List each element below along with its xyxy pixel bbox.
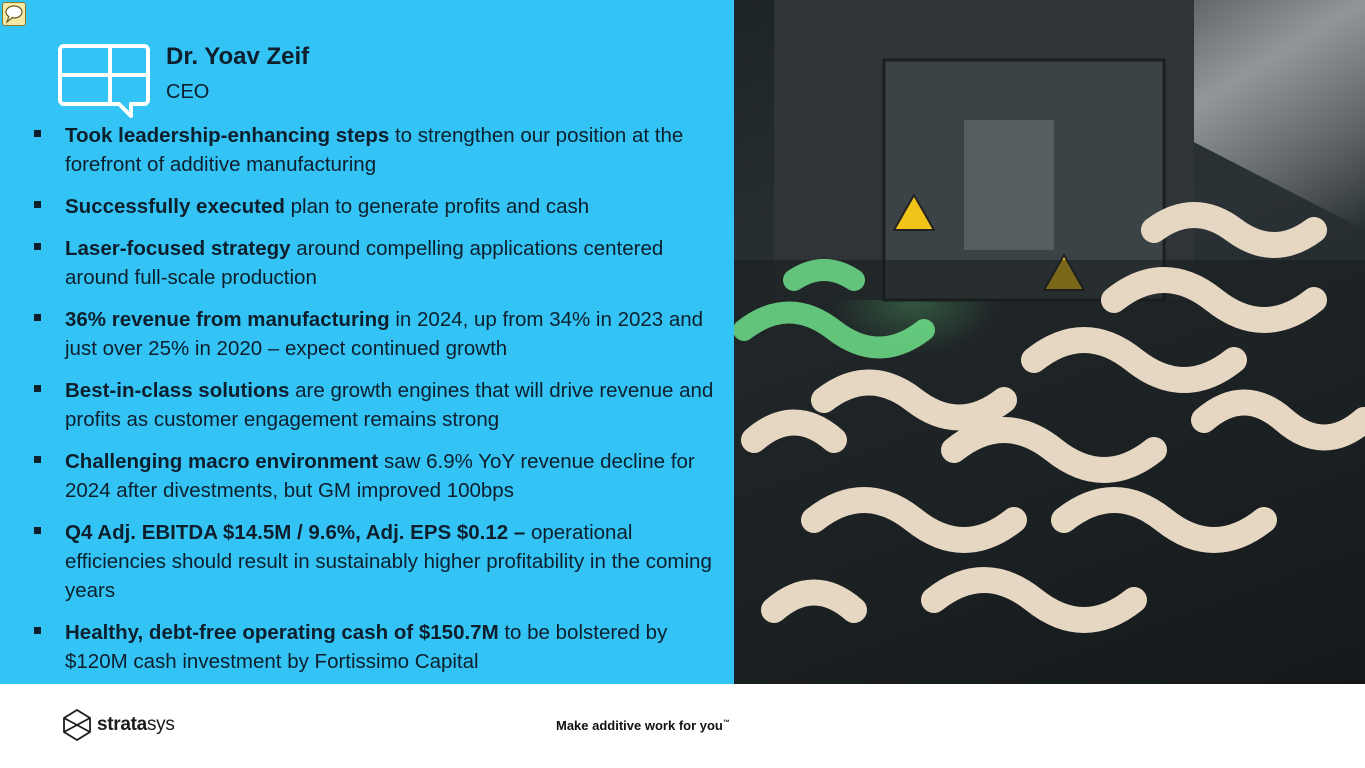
trademark-mark: ™ bbox=[722, 719, 730, 727]
bullet-item bbox=[34, 376, 714, 434]
bullet-item bbox=[34, 234, 714, 292]
bullet-item bbox=[34, 447, 714, 505]
speech-bubble-icon bbox=[58, 43, 150, 124]
bullet-square bbox=[34, 456, 41, 463]
bullet-text: operational efficiencies should result in sustainably higher profitability in the coming years bbox=[65, 521, 712, 602]
bullet-text: to strengthen our position at the forefront of additive manufacturing bbox=[65, 124, 684, 176]
bullet-square bbox=[34, 130, 41, 137]
footer-tagline bbox=[556, 718, 730, 733]
bullet-emphasis: 36% revenue from manufacturing bbox=[65, 308, 390, 331]
speaker-name: Dr. Yoav Zeif bbox=[166, 43, 310, 70]
bullet-text: are growth engines that will drive revenue and profits as customer engagement remains strong bbox=[65, 379, 714, 431]
bullet-text: saw 6.9% YoY revenue decline for 2024 after divestments, but GM improved 100bps bbox=[65, 450, 695, 502]
comment-glyph bbox=[3, 3, 25, 25]
bullet-emphasis: Laser-focused strategy bbox=[65, 237, 291, 260]
bullet-emphasis: Best-in-class solutions bbox=[65, 379, 290, 402]
logo-wordmark-rest: sys bbox=[146, 714, 175, 735]
bullet-emphasis: Took leadership-enhancing steps bbox=[65, 124, 390, 147]
bullet-text: in 2024, up from 34% in 2023 and just over 25% in 2020 – expect continued growth bbox=[65, 308, 704, 360]
tagline-text: Make additive work for you bbox=[556, 718, 723, 733]
bullet-square bbox=[34, 527, 41, 534]
bullet-item bbox=[34, 192, 714, 221]
bullet-square bbox=[34, 201, 41, 208]
stratasys-logo[interactable] bbox=[63, 709, 175, 741]
dental-3d-printing-photo bbox=[734, 0, 1365, 684]
bullet-text: to be bolstered by $120M cash investment by Fortissimo Capital bbox=[65, 621, 668, 673]
bullet-emphasis: Healthy, debt-free operating cash of $150.7M bbox=[65, 621, 499, 644]
bullet-emphasis: Challenging macro environment bbox=[65, 450, 379, 473]
stratasys-logo-icon bbox=[63, 709, 91, 741]
bullet-emphasis: Successfully executed bbox=[65, 195, 285, 218]
bullet-square bbox=[34, 314, 41, 321]
bullet-square bbox=[34, 627, 41, 634]
bullet-emphasis: Q4 Adj. EBITDA $14.5M / 9.6%, Adj. EPS $0.12 – bbox=[65, 521, 526, 544]
logo-wordmark bbox=[97, 714, 175, 736]
bullet-text: around compelling applications centered around full-scale production bbox=[65, 237, 664, 289]
bullet-text: plan to generate profits and cash bbox=[284, 195, 590, 218]
bullet-item bbox=[34, 305, 714, 363]
bullet-square bbox=[34, 385, 41, 392]
speaker-title: CEO bbox=[166, 81, 210, 103]
comment-icon[interactable] bbox=[2, 2, 26, 26]
photo-illustration bbox=[734, 0, 1365, 684]
bullet-square bbox=[34, 243, 41, 250]
bullet-item bbox=[34, 618, 714, 676]
bullet-item bbox=[34, 518, 714, 605]
bullet-item bbox=[34, 121, 714, 179]
highlights-list bbox=[34, 121, 714, 689]
logo-wordmark-bold: strata bbox=[97, 714, 147, 735]
